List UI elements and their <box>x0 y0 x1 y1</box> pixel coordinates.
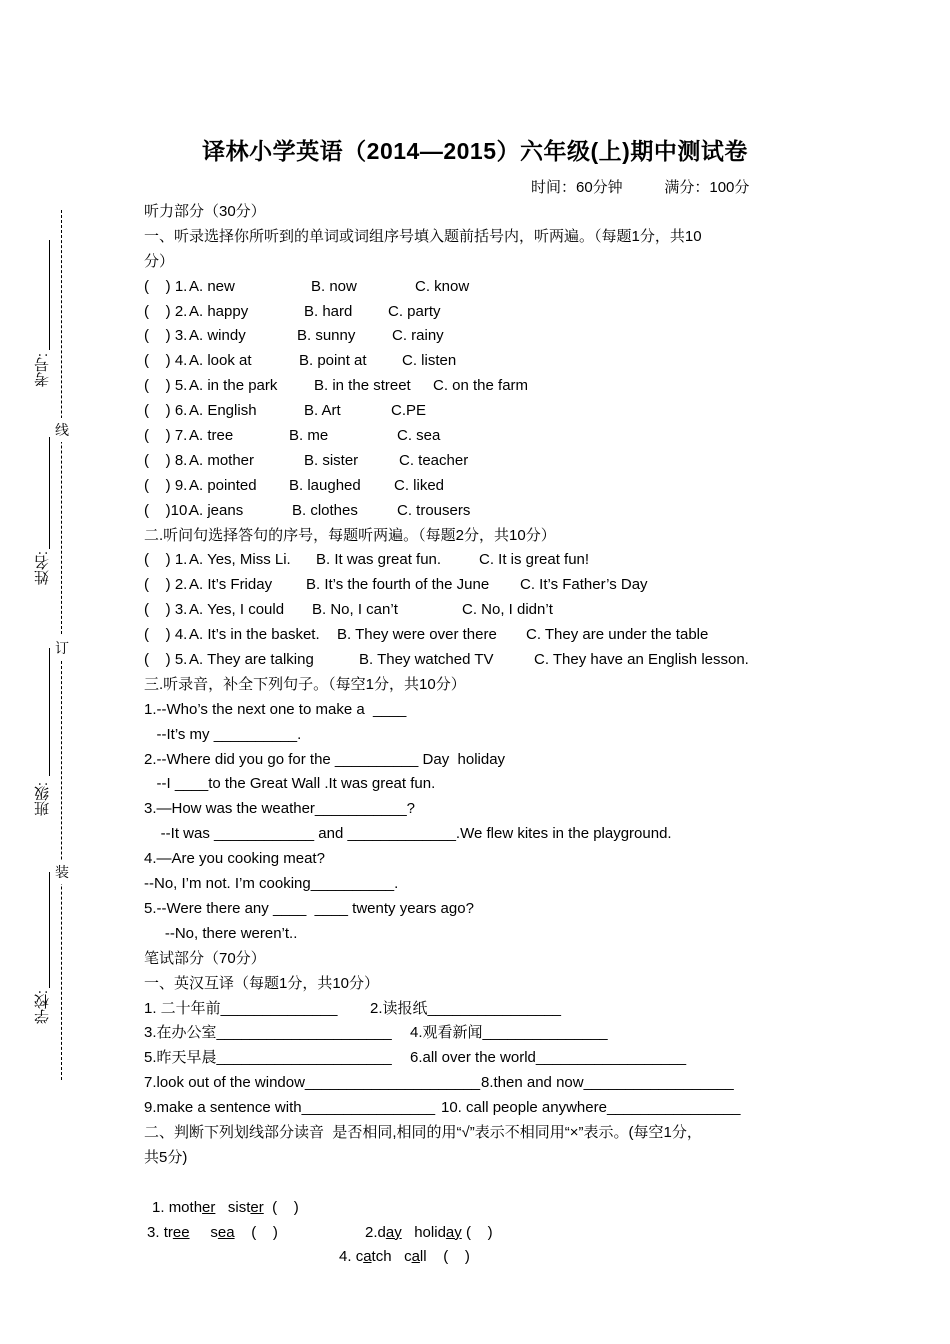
page-title: 译林小学英语（2014—2015）六年级(上)期中测试卷 <box>202 138 748 164</box>
zhuang-char: 装 <box>55 860 69 884</box>
option-a: A. It’s in the basket. <box>189 626 320 644</box>
fill-blank-line: 5.--Were there any ____ ____ twenty years ago? <box>144 899 474 917</box>
part1-instruction-cont: 分） <box>144 252 175 270</box>
translation-row <box>144 1096 824 1121</box>
option-a: A. English <box>189 402 257 420</box>
translation-row <box>144 997 824 1022</box>
answer-blank[interactable]: ( ) <box>465 1223 493 1241</box>
option-c: C. teacher <box>399 451 469 469</box>
option-b: B. Art <box>304 402 341 420</box>
listening-item <box>144 449 824 474</box>
time-score-line <box>531 176 749 197</box>
option-a: A. pointed <box>189 476 257 494</box>
option-b: B. hard <box>304 302 353 320</box>
option-b: B. clothes <box>292 501 358 519</box>
exam-no-underline <box>49 240 50 350</box>
listening-item <box>144 424 824 449</box>
name-underline <box>49 437 50 549</box>
option-a: A. tree <box>189 427 234 445</box>
option-b: B. point at <box>299 352 367 370</box>
listening-item <box>144 399 824 424</box>
option-b: B. It’s the fourth of the June <box>306 576 490 594</box>
answer-bracket[interactable]: ( ) 5. <box>144 651 188 669</box>
translation-item: 5.昨天早晨_____________________ <box>144 1049 392 1067</box>
option-a: A. happy <box>189 302 249 320</box>
option-a: A. It’s Friday <box>189 576 273 594</box>
answer-bracket[interactable]: ( )10. <box>144 501 192 519</box>
class-underline <box>49 648 50 776</box>
option-b: B. laughed <box>289 476 361 494</box>
option-c: C. They are under the table <box>526 626 709 644</box>
translation-item: 10. call people anywhere________________ <box>441 1099 741 1117</box>
time-label: 时间：60分钟 <box>531 179 623 196</box>
option-c: C.PE <box>391 402 427 420</box>
listening-item <box>144 374 824 399</box>
phonics-q1: 1. mother sister ( ) <box>152 1198 299 1216</box>
option-a: A. Yes, I could <box>189 601 285 619</box>
option-a: A. jeans <box>189 501 244 519</box>
translation-row <box>144 1021 824 1046</box>
fill-blank-line: --It’s my __________. <box>144 725 302 743</box>
fill-blank-line: --No, I’m not. I’m cooking__________. <box>144 875 399 893</box>
listening-header: 听力部分（30分） <box>144 203 266 220</box>
fill-blank-line: 4.—Are you cooking meat? <box>144 850 325 868</box>
response-item <box>144 548 824 573</box>
response-item <box>144 648 824 673</box>
part3-instruction: 三.听录音，补全下列句子。（每空1分，共10分） <box>144 675 466 693</box>
answer-bracket[interactable]: ( ) 1. <box>144 277 188 295</box>
part1-instruction: 一、听录选择你所听到的单词或词组序号填入题前括号内，听两遍。（每题1分，共10 <box>144 227 702 245</box>
name-label: 姓名: <box>34 551 51 586</box>
fill-blank-line: 2.--Where did you go for the __________ Day holiday <box>144 750 506 768</box>
score-label: 满分：100分 <box>664 179 750 196</box>
option-c: C. listen <box>402 352 457 370</box>
answer-blank[interactable]: ( ) <box>443 1248 470 1266</box>
fill-blank-line: 1.--Who’s the next one to make a ____ <box>144 700 407 718</box>
phonics-q2: 2.day holiday ( ) <box>365 1223 493 1241</box>
answer-bracket[interactable]: ( ) 3. <box>144 601 188 619</box>
option-b: B. sunny <box>297 327 356 345</box>
option-c: C. It is great fun! <box>479 551 590 569</box>
option-a: A. windy <box>189 327 246 345</box>
option-b: B. They watched TV <box>359 651 494 669</box>
option-c: C. know <box>415 277 470 295</box>
option-b: B. No, I can’t <box>312 601 398 619</box>
ding-char: 订 <box>55 636 69 660</box>
option-b: B. in the street <box>314 377 411 395</box>
answer-bracket[interactable]: ( ) 3. <box>144 327 188 345</box>
answer-bracket[interactable]: ( ) 9. <box>144 476 188 494</box>
response-item <box>144 598 824 623</box>
option-b: B. me <box>289 427 329 445</box>
translation-item: 6.all over the world__________________ <box>410 1049 687 1067</box>
written-part1-instruction: 一、英汉互译（每题1分，共10分） <box>144 974 380 992</box>
school-label: 学校: <box>34 990 51 1025</box>
part2-instruction: 二.听问句选择答句的序号，每题听两遍。（每题2分，共10分） <box>144 526 556 544</box>
school-underline <box>49 872 50 988</box>
option-b: B. now <box>311 277 357 295</box>
option-c: C. liked <box>394 476 445 494</box>
option-a: A. new <box>189 277 235 295</box>
answer-bracket[interactable]: ( ) 6. <box>144 402 188 420</box>
answer-blank[interactable]: ( ) <box>251 1223 278 1241</box>
option-a: A. in the park <box>189 377 278 395</box>
option-c: C. on the farm <box>433 377 529 395</box>
translation-item: 4.观看新闻_______________ <box>410 1024 608 1042</box>
response-item <box>144 623 824 648</box>
listening-item <box>144 324 824 349</box>
option-c: C. trousers <box>397 501 471 519</box>
translation-item: 2.读报纸________________ <box>370 999 561 1017</box>
translation-item: 8.then and now__________________ <box>481 1074 734 1092</box>
answer-bracket[interactable]: ( ) 4. <box>144 626 188 644</box>
class-label: 班级: <box>34 782 51 817</box>
listening-item <box>144 300 824 325</box>
translation-row <box>144 1071 824 1096</box>
option-a: A. mother <box>189 451 255 469</box>
answer-bracket[interactable]: ( ) 4. <box>144 352 188 370</box>
exam-no-label: 考号: <box>34 353 51 388</box>
option-c: C. They have an English lesson. <box>534 651 749 669</box>
answer-blank[interactable]: ( ) <box>272 1198 299 1216</box>
option-c: C. sea <box>397 427 441 445</box>
answer-bracket[interactable]: ( ) 5. <box>144 377 188 395</box>
listening-item <box>144 349 824 374</box>
option-c: C. It’s Father’s Day <box>520 576 648 594</box>
option-b: B. They were over there <box>337 626 497 644</box>
option-c: C. No, I didn’t <box>462 601 553 619</box>
translation-item: 1. 二十年前______________ <box>144 999 338 1017</box>
answer-bracket[interactable]: ( ) 2. <box>144 302 188 320</box>
exam-body <box>144 200 824 1266</box>
listening-item <box>144 474 824 499</box>
option-c: C. rainy <box>392 327 444 345</box>
fill-blank-line: 3.—How was the weather___________? <box>144 800 416 818</box>
phonics-q4: 4. catch call ( ) <box>339 1248 470 1266</box>
answer-bracket[interactable]: ( ) 1. <box>144 551 188 569</box>
listening-item <box>144 275 824 300</box>
option-a: A. Yes, Miss Li. <box>189 551 291 569</box>
listening-item <box>144 499 824 524</box>
answer-bracket[interactable]: ( ) 8. <box>144 451 188 469</box>
translation-item: 3.在办公室_____________________ <box>144 1024 392 1042</box>
option-b: B. sister <box>304 451 359 469</box>
option-c: C. party <box>388 302 441 320</box>
written-header: 笔试部分（70分） <box>144 949 266 967</box>
fill-blank-line: --It was ____________ and _____________.We flew kites in the playground. <box>144 825 672 843</box>
option-a: A. look at <box>189 352 252 370</box>
phonics-q3: 3. tree sea ( ) <box>147 1223 278 1241</box>
xian-char: 线 <box>55 418 69 442</box>
answer-bracket[interactable]: ( ) 7. <box>144 427 188 445</box>
fill-blank-line: --No, there weren’t.. <box>144 924 298 942</box>
answer-bracket[interactable]: ( ) 2. <box>144 576 188 594</box>
translation-item: 7.look out of the window_____________________ <box>144 1074 481 1092</box>
translation-item: 9.make a sentence with________________ <box>144 1099 436 1117</box>
option-b: B. It was great fun. <box>316 551 442 569</box>
option-a: A. They are talking <box>189 651 314 669</box>
written-part2-instruction: 二、判断下列划线部分读音 是否相同,相同的用“√”表示不相同用“×”表示。(每空1分， <box>144 1123 702 1141</box>
response-item <box>144 573 824 598</box>
written-part2-instruction-cont: 共5分) <box>144 1148 188 1166</box>
translation-row <box>144 1046 824 1071</box>
fill-blank-line: --I ____to the Great Wall .It was great fun. <box>144 775 436 793</box>
